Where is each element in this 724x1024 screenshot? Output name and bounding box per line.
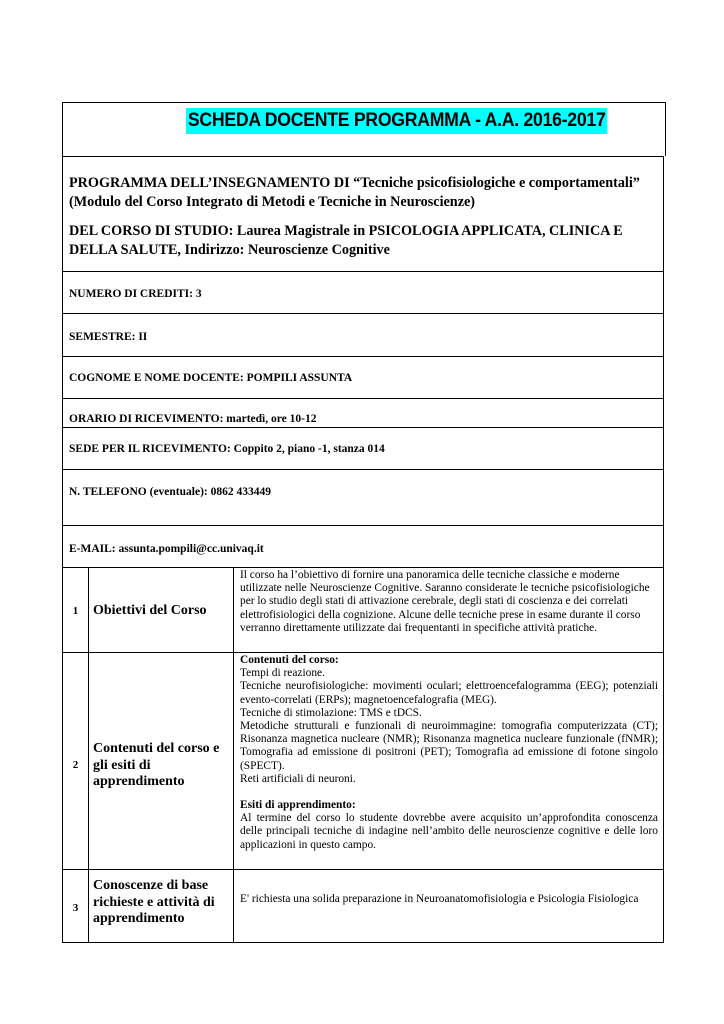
row-number: 1 <box>72 605 79 617</box>
divider <box>63 427 663 428</box>
row-label-obiettivi: Obiettivi del Corso <box>93 603 207 618</box>
divider <box>63 652 663 653</box>
row-label-contenuti: Contenuti del corso e gli esiti di apprendimento <box>93 741 220 789</box>
contenuti-line: Tempi di reazione. <box>240 667 325 680</box>
divider <box>63 567 663 568</box>
orario-field: ORARIO DI RICEVIMENTO: martedì, ore 10-12 <box>69 413 317 425</box>
divider <box>63 313 663 314</box>
divider <box>63 869 663 870</box>
page-title: SCHEDA DOCENTE PROGRAMMA - A.A. 2016-2017 <box>186 108 607 134</box>
row-content-conoscenze: E' richiesta una solida preparazione in Neuroanatomofisiologia e Psicologia Fisiologica <box>240 893 639 905</box>
divider <box>63 356 663 357</box>
sede-field: SEDE PER IL RICEVIMENTO: Coppito 2, piano -1, stanza 014 <box>69 443 385 455</box>
crediti-field: NUMERO DI CREDITI: 3 <box>69 288 202 300</box>
row-number: 2 <box>72 759 79 771</box>
divider <box>63 398 663 399</box>
corso-di-studio-heading: DEL CORSO DI STUDIO: Laurea Magistrale in PSICOLOGIA APPLICATA, CLINICA E DELLA SALUTE, Indirizzo: Neuroscienze Cognitive <box>69 223 623 258</box>
divider <box>63 525 663 526</box>
semestre-field: SEMESTRE: II <box>69 331 148 343</box>
row-content-contenuti <box>240 654 658 852</box>
docente-field: COGNOME E NOME DOCENTE: POMPILI ASSUNTA <box>69 372 353 384</box>
contenuti-line: Metodiche strutturali e funzionali di neuroimmagine: tomografia computerizzata (CT); Risonanza magnetica nucleare (NMR); Risonanza magnetica nucleare funzionale (fNMR); Tomografia ad emissione di positroni (PET); Tomografia ad emissione di fotone singolo (SPECT). <box>240 720 658 772</box>
telefono-field: N. TELEFONO (eventuale): 0862 433449 <box>69 486 271 498</box>
contenuti-line: Reti artificiali di neuroni. <box>240 772 356 785</box>
contenuti-line: Tecniche di stimolazione: TMS e tDCS. <box>240 706 422 719</box>
row-label-conoscenze: Conoscenze di base richieste e attività di apprendimento <box>93 878 215 926</box>
esiti-text: Al termine del corso lo studente dovrebbe avere acquisito un’approfondita conoscenza delle principali tecniche di indagine nell’ambito delle neuroscienze cognitive e delle loro applicazioni in questo campo. <box>240 812 658 851</box>
divider <box>63 271 663 272</box>
divider <box>63 469 663 470</box>
column-divider <box>88 567 89 943</box>
contenuti-line: Tecniche neurofisiologiche: movimenti oculari; elettroencefalogramma (EEG); potenziali evento-correlati (ERPs); magnetoencefalografia (MEG). <box>240 680 658 706</box>
programma-heading: PROGRAMMA DELL’INSEGNAMENTO DI “Tecniche psicofisiologiche e comportamentali” (Modulo del Corso Integrato di Metodi e Tecniche in Neuroscienze) <box>69 175 640 210</box>
column-divider <box>233 567 234 943</box>
program-table <box>62 156 664 943</box>
title-box <box>62 102 666 156</box>
email-field: E-MAIL: assunta.pompili@cc.univaq.it <box>69 543 264 555</box>
esiti-heading: Esiti di apprendimento: <box>240 799 356 812</box>
contenuti-heading: Contenuti del corso: <box>240 654 339 666</box>
row-number: 3 <box>72 902 79 914</box>
row-content-obiettivi: Il corso ha l’obiettivo di fornire una panoramica delle tecniche classiche e moderne utilizzate nelle Neuroscienze Cognitive. Saranno considerate le tecniche psicofisiologiche per lo studio degli stati di attivazione cerebrale, degli stati di coscienza e dei correlati elettrofisiologici della cognizione. Alcune delle tecniche prese in esame durante il corso verranno direttamente utilizzate dai frequentanti in specifiche attività pratiche. <box>240 569 650 634</box>
